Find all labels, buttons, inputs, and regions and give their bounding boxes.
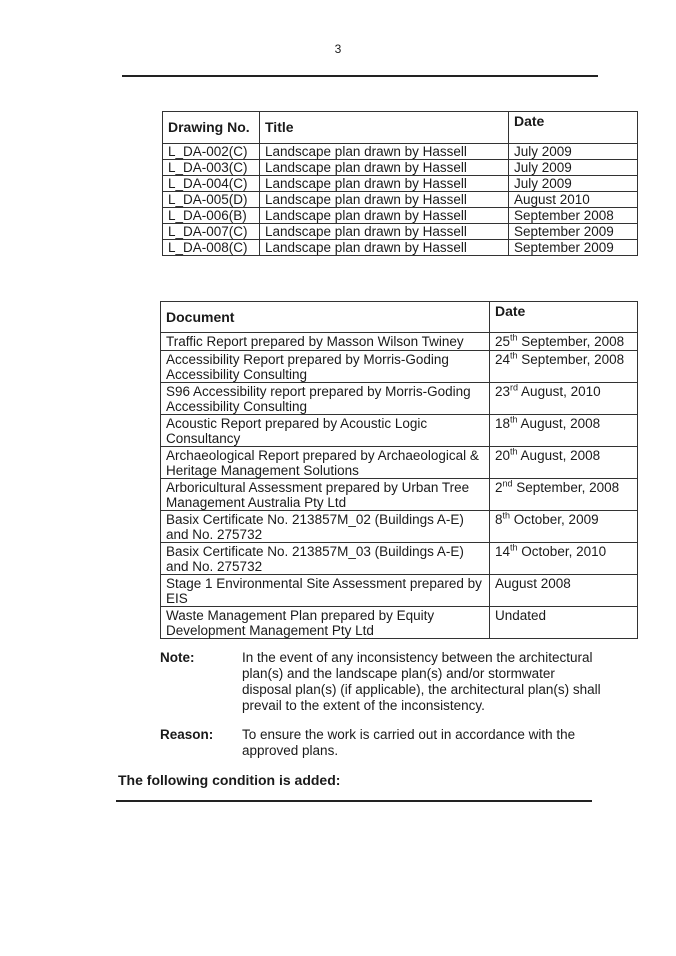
- table-row: [161, 511, 638, 543]
- table-row: [161, 479, 638, 511]
- date-rest: September, 2008: [517, 352, 625, 367]
- date-cell: September 2008: [509, 208, 638, 224]
- date-ordinal-suffix: nd: [502, 478, 513, 489]
- reason-label: Reason:: [160, 727, 214, 742]
- documents-table-header: [161, 302, 638, 333]
- date-ordinal-suffix: rd: [510, 382, 519, 393]
- note-text: In the event of any inconsistency between the architectural plan(s) and the landscape plan(s) and/or stormwater disposal plan(s) (if applicable), the architectural plan(s) shall prevail to the extent of the inconsistency.: [242, 650, 601, 713]
- date-cell: September 2009: [509, 240, 638, 256]
- reason-text: To ensure the work is carried out in accordance with the approved plans.: [242, 727, 576, 758]
- table-row: [163, 192, 638, 208]
- table-row: [161, 333, 638, 351]
- drawings-table-header: [163, 112, 638, 144]
- title-header: Title: [260, 112, 509, 144]
- condition-added-heading: The following condition is added:: [118, 772, 341, 788]
- title-cell: Landscape plan drawn by Hassell: [260, 240, 509, 256]
- table-row: [163, 160, 638, 176]
- note-label: Note:: [160, 650, 195, 665]
- drawing-no-cell: L_DA-008(C): [163, 240, 260, 256]
- date-rest: September, 2008: [512, 480, 620, 495]
- document-date-cell: [490, 607, 638, 639]
- date-day: 18: [495, 416, 511, 431]
- title-cell: Landscape plan drawn by Hassell: [260, 144, 509, 160]
- documents-table: [160, 301, 638, 639]
- document-date-cell: [490, 543, 638, 575]
- page-number: 3: [334, 42, 342, 56]
- date-rest: October, 2009: [510, 512, 599, 527]
- date-cell: July 2009: [509, 176, 638, 192]
- document-date-cell: [490, 351, 638, 383]
- date-ordinal-suffix: th: [510, 350, 518, 361]
- date-rest: October, 2010: [517, 544, 607, 559]
- date-ordinal-suffix: th: [502, 510, 511, 521]
- drawing-no-cell: L_DA-005(D): [163, 192, 260, 208]
- drawing-no-cell: L_DA-002(C): [163, 144, 260, 160]
- table-row: [163, 224, 638, 240]
- date-day: 14: [495, 544, 511, 559]
- drawing-no-cell: L_DA-004(C): [163, 176, 260, 192]
- date-day: 8: [495, 512, 503, 527]
- document-date-header: Date: [490, 302, 638, 333]
- drawing-no-cell: L_DA-003(C): [163, 160, 260, 176]
- date-rest: August, 2010: [518, 384, 601, 399]
- title-cell: Landscape plan drawn by Hassell: [260, 192, 509, 208]
- date-day: Undated: [495, 608, 547, 623]
- date-ordinal-suffix: th: [510, 414, 518, 425]
- date-rest: August, 2008: [517, 448, 601, 463]
- date-rest: August, 2008: [517, 416, 601, 431]
- date-day: 24: [495, 352, 511, 367]
- document-cell: S96 Accessibility report prepared by Morris-Goding Accessibility Consulting: [161, 383, 490, 415]
- date-ordinal-suffix: th: [510, 446, 518, 457]
- document-date-cell: [490, 575, 638, 607]
- date-day: 25: [495, 334, 511, 349]
- table-row: [161, 575, 638, 607]
- document-date-cell: [490, 447, 638, 479]
- table-row: [163, 176, 638, 192]
- title-cell: Landscape plan drawn by Hassell: [260, 208, 509, 224]
- date-header: Date: [509, 112, 638, 144]
- document-cell: Basix Certificate No. 213857M_02 (Buildings A-E) and No. 275732: [161, 511, 490, 543]
- document-cell: Accessibility Report prepared by Morris-Goding Accessibility Consulting: [161, 351, 490, 383]
- drawing-no-header: Drawing No.: [163, 112, 260, 144]
- date-cell: September 2009: [509, 224, 638, 240]
- date-day: 20: [495, 448, 511, 463]
- date-day: August 2008: [495, 576, 571, 591]
- document-cell: Basix Certificate No. 213857M_03 (Buildings A-E) and No. 275732: [161, 543, 490, 575]
- document-date-cell: [490, 383, 638, 415]
- drawing-no-cell: L_DA-007(C): [163, 224, 260, 240]
- document-header: Document: [161, 302, 490, 333]
- table-row: [161, 383, 638, 415]
- date-cell: July 2009: [509, 144, 638, 160]
- table-row: [161, 607, 638, 639]
- table-row: [163, 240, 638, 256]
- date-day: 2: [495, 480, 503, 495]
- date-cell: August 2010: [509, 192, 638, 208]
- date-day: 23: [495, 384, 511, 399]
- document-cell: Stage 1 Environmental Site Assessment prepared by EIS: [161, 575, 490, 607]
- table-row: [163, 144, 638, 160]
- document-cell: Arboricultural Assessment prepared by Urban Tree Management Australia Pty Ltd: [161, 479, 490, 511]
- document-date-cell: [490, 415, 638, 447]
- table-row: [161, 415, 638, 447]
- drawings-table: [162, 111, 638, 256]
- footer-rule: [116, 800, 592, 802]
- document-cell: Waste Management Plan prepared by Equity Development Management Pty Ltd: [161, 607, 490, 639]
- document-date-cell: [490, 333, 638, 351]
- date-cell: July 2009: [509, 160, 638, 176]
- date-ordinal-suffix: th: [510, 332, 518, 343]
- title-cell: Landscape plan drawn by Hassell: [260, 176, 509, 192]
- date-ordinal-suffix: th: [510, 542, 518, 553]
- document-cell: Acoustic Report prepared by Acoustic Logic Consultancy: [161, 415, 490, 447]
- document-date-cell: [490, 511, 638, 543]
- document-cell: Archaeological Report prepared by Archaeological & Heritage Management Solutions: [161, 447, 490, 479]
- header-rule: [122, 75, 598, 77]
- table-row: [161, 543, 638, 575]
- table-row: [163, 208, 638, 224]
- table-row: [161, 351, 638, 383]
- document-date-cell: [490, 479, 638, 511]
- document-cell: Traffic Report prepared by Masson Wilson Twiney: [161, 333, 490, 351]
- table-row: [161, 447, 638, 479]
- date-rest: September, 2008: [517, 334, 625, 349]
- title-cell: Landscape plan drawn by Hassell: [260, 224, 509, 240]
- drawing-no-cell: L_DA-006(B): [163, 208, 260, 224]
- title-cell: Landscape plan drawn by Hassell: [260, 160, 509, 176]
